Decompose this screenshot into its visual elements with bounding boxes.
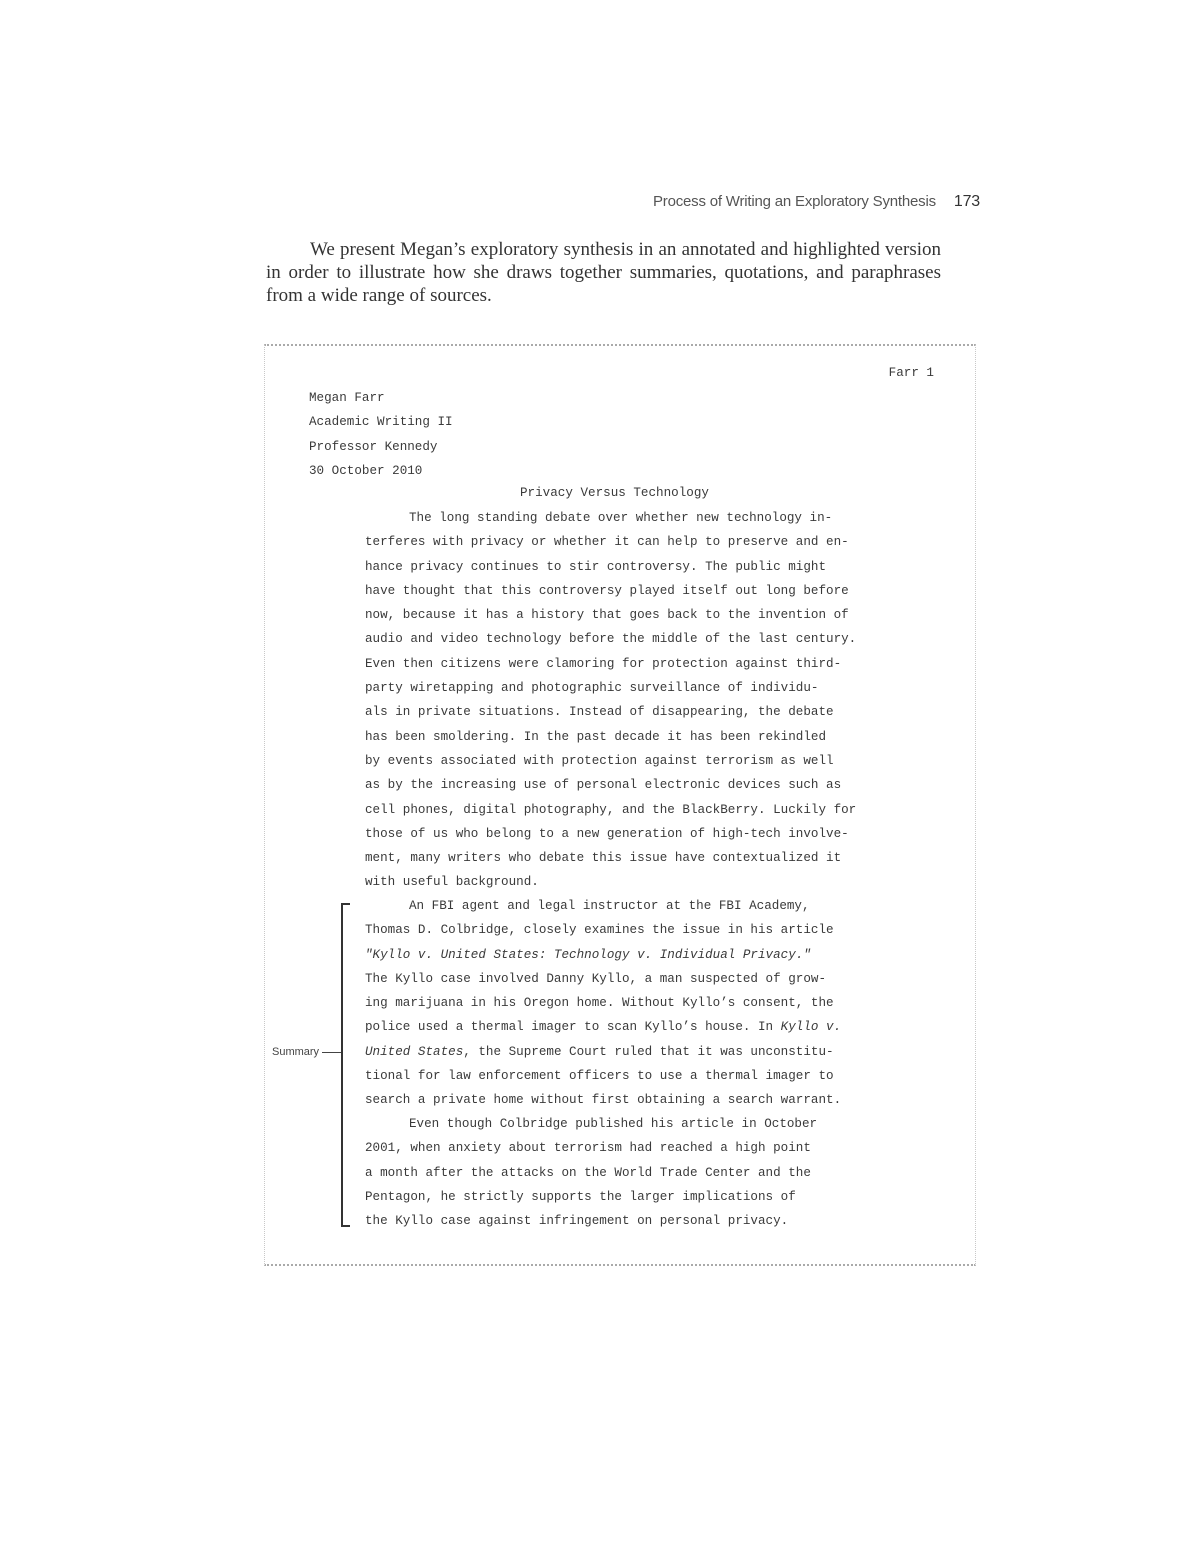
text-line: has been smoldering. In the past decade it has been rekindled	[365, 729, 827, 744]
text-line: ing marijuana in his Oregon home. Without Kyllo’s consent, the	[365, 996, 834, 1011]
course-name: Academic Writing II	[309, 415, 453, 430]
case-name-italic: United States	[365, 1044, 464, 1059]
text-line: those of us who belong to a new generation of high-tech involve-	[365, 826, 849, 841]
running-head	[560, 193, 980, 211]
text-line: cell phones, digital photography, and the BlackBerry. Luckily for	[365, 802, 857, 817]
text-line: search a private home without first obtaining a search warrant.	[365, 1093, 842, 1108]
text-line: 2001, when anxiety about terrorism had reached a high point	[365, 1141, 811, 1156]
text-line: audio and video technology before the middle of the last century.	[365, 632, 857, 647]
text-line: als in private situations. Instead of disappearing, the debate	[365, 705, 834, 720]
paper-page-label: Farr 1	[888, 366, 934, 380]
text-line: Pentagon, he strictly supports the larger implications of	[365, 1189, 796, 1204]
article-title-line: "Kyllo v. United States: Technology v. Individual Privacy."	[365, 947, 811, 962]
annotation-pointer-line	[322, 1052, 341, 1053]
paper-date: 30 October 2010	[309, 463, 423, 478]
text-line: have thought that this controversy played itself out long before	[365, 583, 849, 598]
text-line: with useful background.	[365, 875, 539, 890]
text-line: ment, many writers who debate this issue have contextualized it	[365, 851, 842, 866]
paragraph-intro	[365, 506, 885, 895]
summary-bracket	[341, 903, 350, 1227]
text-line: Even then citizens were clamoring for protection against third-	[365, 656, 842, 671]
paper-header-block	[309, 386, 453, 483]
text-line: as by the increasing use of personal electronic devices such as	[365, 778, 842, 793]
text-line: Thomas D. Colbridge, closely examines the issue in his article	[365, 923, 834, 938]
text-line: The Kyllo case involved Danny Kyllo, a man suspected of grow-	[365, 971, 827, 986]
text-line: tional for law enforcement officers to use a thermal imager to	[365, 1069, 834, 1084]
text-line	[365, 1015, 885, 1039]
text-line: The long standing debate over whether new technology in-	[409, 511, 833, 525]
text-line	[365, 1040, 885, 1064]
professor-name: Professor Kennedy	[309, 439, 438, 454]
paragraph-summary	[365, 894, 885, 1113]
intro-paragraph: We present Megan’s exploratory synthesis in an annotated and highlighted version in order to illustrate how she draws together summaries, quotations, and paraphrases from a wide range of sources.	[266, 239, 941, 306]
text-fragment: , the Supreme Court ruled that it was unconstitu-	[463, 1044, 834, 1059]
paragraph-context	[365, 1112, 885, 1233]
summary-annotation-label: Summary	[272, 1046, 320, 1058]
text-line: terferes with privacy or whether it can help to preserve and en-	[365, 535, 849, 550]
case-name-italic: Kyllo v.	[780, 1020, 842, 1035]
text-line: a month after the attacks on the World Trade Center and the	[365, 1165, 811, 1180]
text-line: party wiretapping and photographic surveillance of individu-	[365, 681, 819, 696]
text-line: now, because it has a history that goes back to the invention of	[365, 608, 849, 623]
page-number: 173	[953, 193, 980, 210]
student-name: Megan Farr	[309, 391, 385, 405]
text-line: Even though Colbridge published his article in October	[409, 1117, 818, 1131]
running-head-title: Process of Writing an Exploratory Synthesis	[652, 193, 936, 210]
text-fragment: police used a thermal imager to scan Kyllo’s house. In	[365, 1020, 781, 1035]
paper-title: Privacy Versus Technology	[520, 486, 709, 500]
text-line: the Kyllo case against infringement on personal privacy.	[365, 1214, 789, 1229]
text-line: by events associated with protection against terrorism as well	[365, 753, 834, 768]
text-line: An FBI agent and legal instructor at the FBI Academy,	[409, 899, 810, 913]
text-line: hance privacy continues to stir controversy. The public might	[365, 559, 827, 574]
